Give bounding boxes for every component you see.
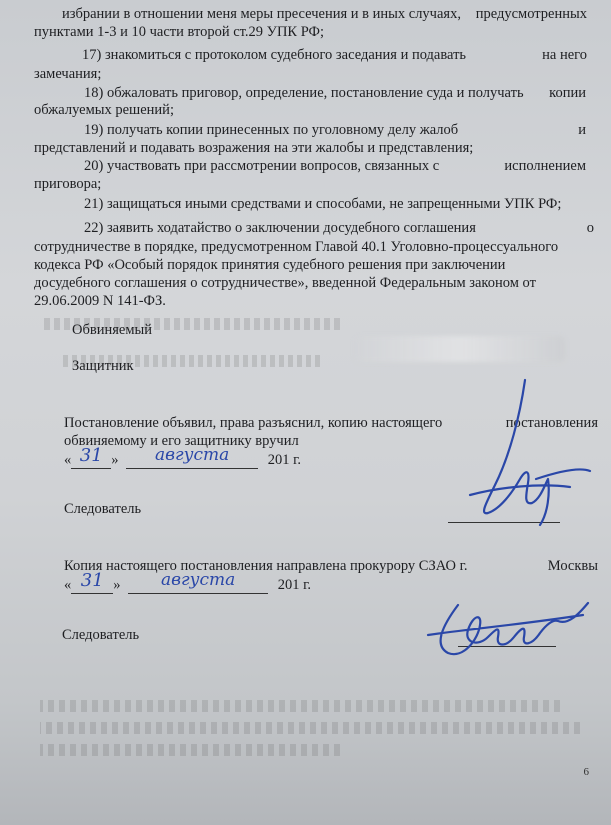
handwritten-month: августа [154,445,230,465]
text-line-right: исполнением [504,158,586,174]
text-line-left: 19) получать копии принесенных по уголовному делу жалоб [84,122,459,138]
text-line [84,122,586,138]
investigator-label: Следователь [62,627,140,643]
year-text: 201 г. [267,452,302,468]
accused-label: Обвиняемый [72,322,152,338]
quote-close: » [113,577,121,593]
text-line-right: о [586,220,594,236]
text-line-left: 20) участвовать при рассмотрении вопросов, связанных с [84,158,440,174]
text-line: 21) защищаться иными средствами и способами, не запрещенными УПК РФ; [84,196,562,212]
text-line-right: постановления [505,415,598,431]
redaction-blur [355,336,565,362]
page-number: 6 [583,766,589,778]
handwritten-day: 31 [79,445,103,466]
handwritten-day: 31 [80,570,104,591]
investigator-label: Следователь [64,501,142,517]
text-line: приговора; [34,176,102,192]
text-line: 29.06.2009 N 141-ФЗ. [34,293,166,309]
text-line-right: предусмотренных [475,6,587,22]
text-line-right: копии [549,85,586,101]
text-line: замечания; [34,66,102,82]
year-text: 201 г. [277,577,312,593]
day-blank [71,445,111,469]
text-line: пунктами 1-3 и 10 части второй ст.29 УПК РФ; [34,24,325,40]
text-line: досудебного соглашения о сотрудничестве», введенной Федеральным законом от [34,275,536,291]
text-line [84,220,594,236]
text-line-left: избрании в отношении меня меры пресечения и в иных случаях, [62,6,461,22]
text-line [84,85,586,101]
text-line-left: Постановление объявил, права разъяснил, копию настоящего [64,415,443,431]
text-line-right: на него [542,47,587,63]
defender-label: Защитник [72,358,134,374]
text-line: обжалуемых решений; [34,102,174,118]
bleed-through [40,700,560,712]
announcement-line: обвиняемому и его защитнику вручил [64,433,299,449]
day-blank [71,570,113,594]
text-line-left: 22) заявить ходатайство о заключении досудебного соглашения [84,220,476,236]
month-blank [126,445,258,469]
date-field [64,445,302,469]
handwritten-month: августа [160,570,236,590]
text-line-left: 18) обжаловать приговор, определение, постановление суда и получать [84,85,524,101]
text-line: кодекса РФ «Особый порядок принятия судебного решения при заключении [34,257,506,273]
text-line [62,6,587,22]
quote-open: « [64,577,72,593]
bleed-through [40,744,340,756]
investigator-signature-2 [418,585,598,675]
text-line-right: и [578,122,586,138]
text-line [84,158,586,174]
investigator-signature-1 [440,375,600,535]
quote-open: « [64,452,72,468]
text-line-left: 17) знакомиться с протоколом судебного заседания и подавать [82,47,467,63]
text-line: представлений и подавать возражения на эти жалобы и представления; [34,140,474,156]
copy-sent-line [64,558,598,574]
text-line-right: Москвы [547,558,598,574]
bleed-through [40,722,580,734]
text-line-left: Копия настоящего постановления направлена прокурору СЗАО г. [64,558,468,574]
month-blank [128,570,268,594]
text-line [82,47,587,63]
text-line: сотрудничестве в порядке, предусмотренном Главой 40.1 Уголовно-процессуального [34,239,559,255]
quote-close: » [111,452,119,468]
date-field [64,570,312,594]
